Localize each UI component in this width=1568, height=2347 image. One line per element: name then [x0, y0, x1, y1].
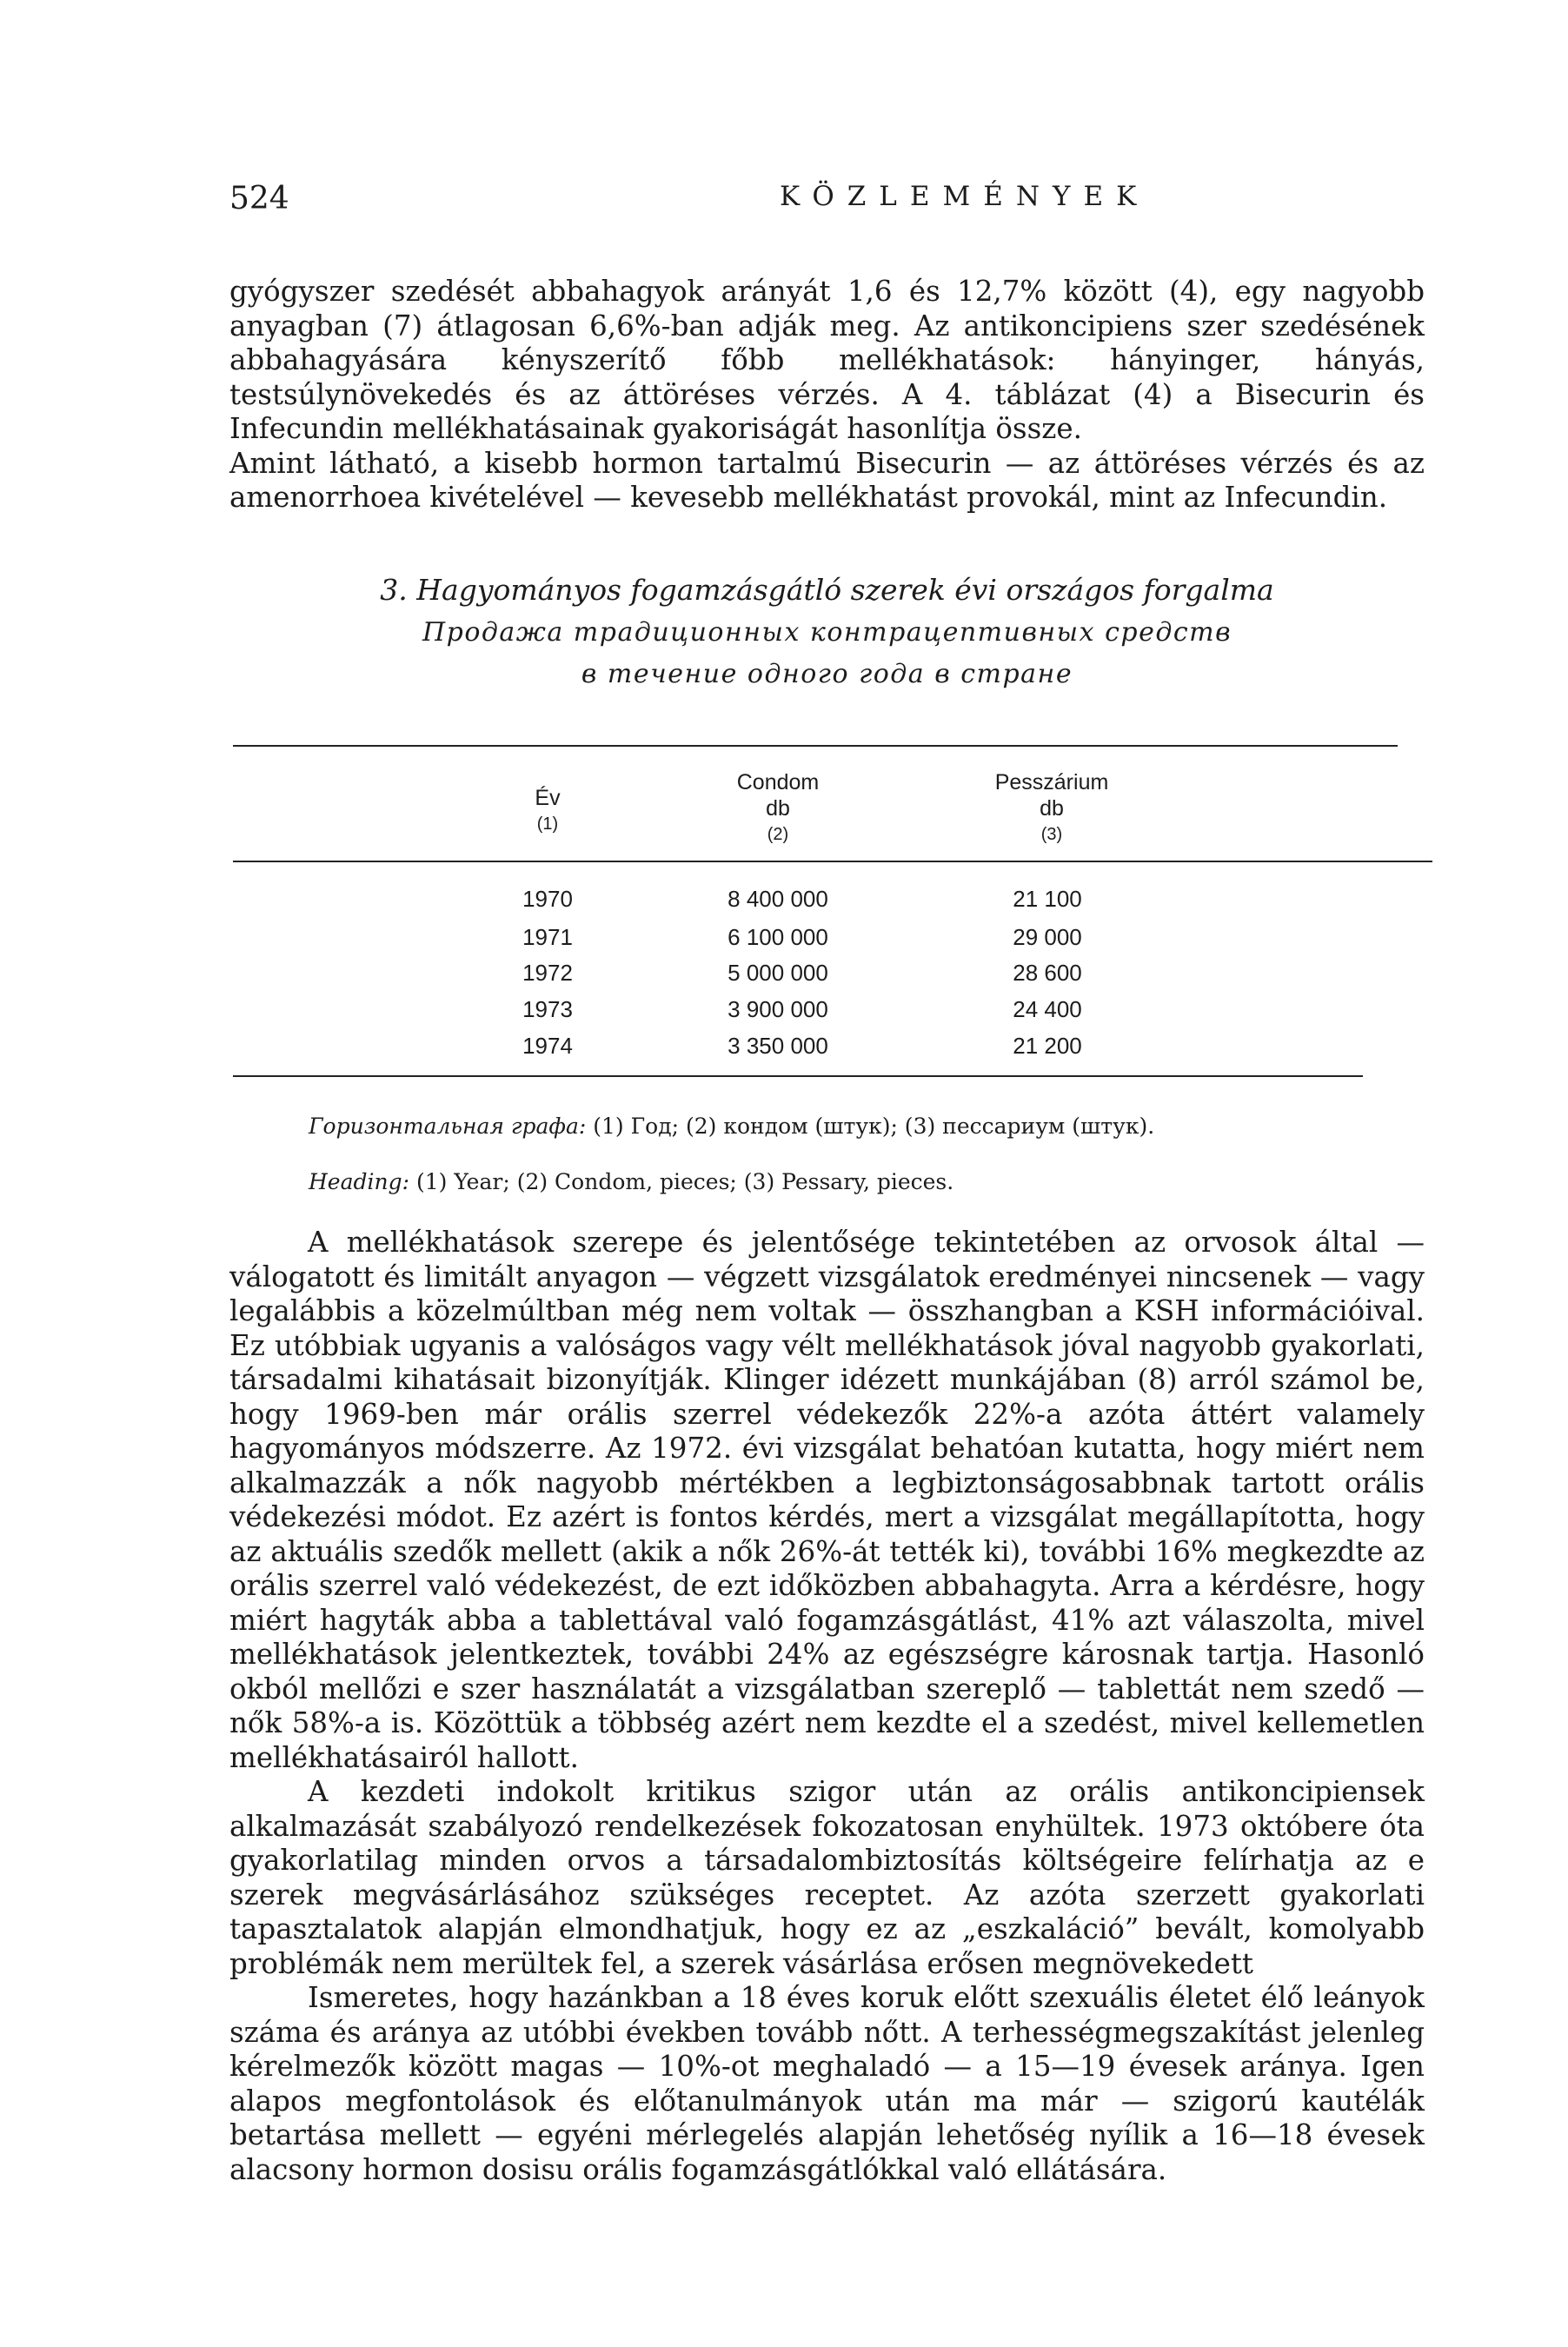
page-number: 524: [229, 181, 289, 216]
table-cell-pessary: 29 000: [1013, 924, 1082, 950]
body-paragraph-1: A mellékhatások szerepe és jelentősége tekintetében az orvosok által — válogatott és limitált anyagon — végzett vizsgálatok eredményei nincsenek — vagy legalábbis a közelmúltban még nem voltak — összhangban a KSH információival. Ez utóbbiak ugyanis a valóságos vagy vélt mellékhatások jóval nagyobb gyakorlati, társadalmi kihatásait bizonyítják. Klinger idézett munkájában (8) arról számol be, hogy 1969-ben már orális szerrel védekezők 22%-a azóta áttért valamely hagyományos módszerre. Az 1972. évi vizsgálat behatóan kutatta, hogy miért nem alkalmazzák a nők nagyobb mértékben a legbiztonságosabbnak tartott orális védekezési módot. Ez azért is fontos kérdés, mert a vizsgálat megállapította, hogy az aktuális szedők mellett (akik a nők 26%-át tették ki), további 16% megkezdte az orális szerrel való védekezést, de ezt időközben abbahagyta. Arra a kérdésre, hogy miért hagyták abba a tablettával való fogamzásgátlást, 41% azt válaszolta, mivel mellékhatások jelentkeztek, további 24% az egészségre károsnak tartja. Hasonló okból mellőzi e szer használatát a vizsgálatban szereplő — tablettát nem szedő — nők 58%-a is. Közöttük a többség azért nem kezdte el a szedést, mivel kellemetlen mellékhatásairól hallott.: [229, 1226, 1425, 1774]
table-cell-pessary: 21 100: [1013, 886, 1082, 912]
body-paragraph-3: Ismeretes, hogy hazánkban a 18 éves koruk előtt szexuális életet élő leányok száma és aránya az utóbbi években tovább nőtt. A terhességmegszakítást jelenleg kérelmezők között magas — 10%-ot meghaladó — a 15—19 évesek aránya. Igen alapos megfontolások és előtanulmányok után ma már — szigorú kautélák betartása mellett — egyéni mérlegelés alapján lehetőség nyílik a 16—18 évesek alacsony hormon dosisu orális fogamzásgátlókkal való ellátására.: [229, 1981, 1425, 2186]
table-cell-pessary: 21 200: [1013, 1033, 1082, 1059]
intro-text: [229, 275, 1425, 515]
table-cell-year: 1972: [522, 960, 573, 986]
table-cell-condom: 3 900 000: [728, 996, 828, 1022]
table-header-rule: [233, 861, 1432, 862]
table-title-russian-line1: Продажа традиционных контрацептивных средств: [422, 617, 1232, 648]
table-title: 3. Hagyományos fogamzásgátló szerek évi országos forgalma: [380, 573, 1274, 607]
table-note-english-label: Heading:: [309, 1169, 410, 1194]
page-header: [229, 181, 1339, 216]
body-text: [229, 1226, 1425, 2187]
table-note-russian-label: Горизонтальная графа:: [309, 1114, 587, 1139]
header-year: Év (1): [535, 786, 561, 834]
table-note-english: [309, 1169, 953, 1194]
table-bottom-rule: [233, 1075, 1363, 1077]
table-title-russian-line2: в течение одного года в стране: [581, 659, 1073, 689]
table-top-rule: [233, 745, 1398, 747]
table-note-russian-text: (1) Год; (2) кондом (штук); (3) пессариум (штук).: [593, 1114, 1155, 1139]
table-cell-condom: 5 000 000: [728, 960, 828, 986]
table-cell-condom: 3 350 000: [728, 1033, 828, 1059]
header-condom: Condom db (2): [736, 770, 820, 844]
table-cell-year: 1973: [522, 996, 573, 1022]
table-note-english-text: (1) Year; (2) Condom, pieces; (3) Pessary, pieces.: [415, 1169, 954, 1194]
header-pessary: Pesszárium db (3): [994, 770, 1109, 844]
table-cell-condom: 6 100 000: [728, 924, 828, 950]
table-cell-year: 1971: [522, 924, 573, 950]
body-paragraph-2: A kezdeti indokolt kritikus szigor után az orális antikoncipiensek alkalmazását szabályozó rendelkezések fokozatosan enyhültek. 1973 októbere óta gyakorlatilag minden orvos a társadalombiztosítás költségeire felírhatja az e szerek megvásárlásához szükséges receptet. Az azóta szerzett gyakorlati tapasztalatok alapján elmondhatjuk, hogy ez az „eszkaláció” bevált, komolyabb problémák nem merültek fel, a szerek vásárlása erősen megnövekedett: [229, 1775, 1425, 1980]
intro-paragraph-2: Amint látható, a kisebb hormon tartalmú Bisecurin — az áttöréses vérzés és az amenorrhoea kivételével — kevesebb mellékhatást provokál, mint az Infecundin.: [229, 446, 1425, 514]
table-cell-year: 1970: [522, 886, 573, 912]
table-note-russian: [309, 1114, 1154, 1139]
running-head: KÖZLEMÉNYEK: [780, 181, 1150, 212]
table-cell-year: 1974: [522, 1033, 573, 1059]
table-cell-condom: 8 400 000: [728, 886, 828, 912]
table-cell-pessary: 24 400: [1013, 996, 1082, 1022]
table-cell-pessary: 28 600: [1013, 960, 1082, 986]
intro-paragraph: gyógyszer szedését abbahagyok arányát 1,6 és 12,7% között (4), egy nagyobb anyagban (7) átlagosan 6,6%-ban adják meg. Az antikoncipiens szer szedésének abbahagyására kényszerítő főbb mellékhatások: hányinger, hányás, testsúlynövekedés és az áttöréses vérzés. A 4. táblázat (4) a Bisecurin és Infecundin mellékhatásainak gyakoriságát hasonlítja össze.: [229, 275, 1425, 445]
